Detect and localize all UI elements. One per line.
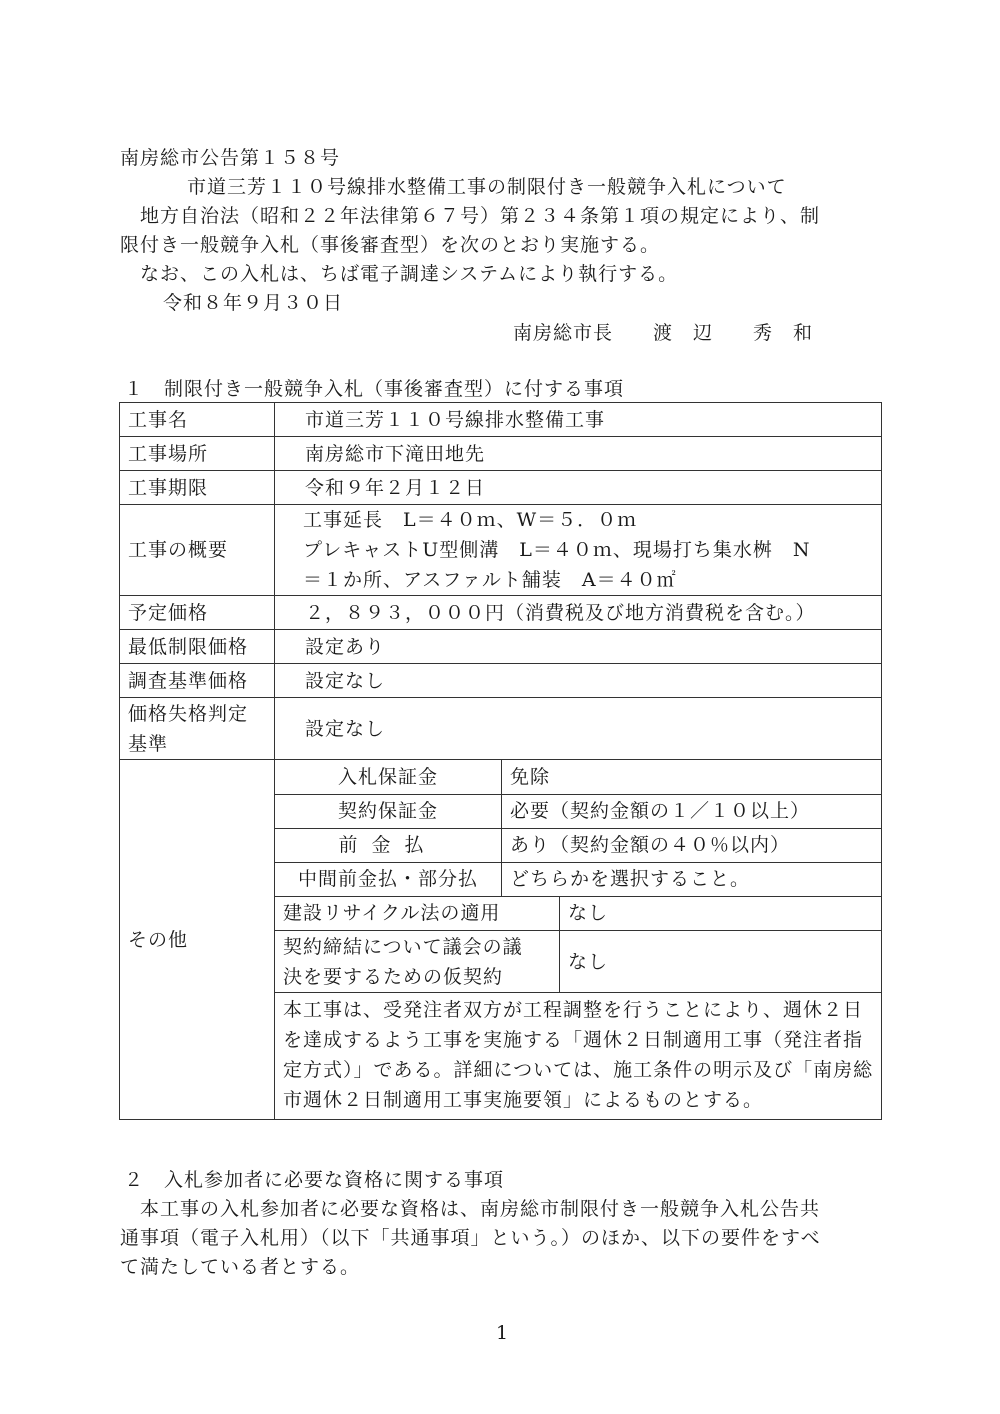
table-row bbox=[275, 828, 881, 862]
tender-details-table bbox=[119, 402, 882, 1120]
table-row bbox=[275, 897, 881, 931]
bid-bond-label: 入札保証金 bbox=[275, 760, 502, 794]
section1-heading: １ 制限付き一般競争入札（事後審査型）に付する事項 bbox=[124, 378, 625, 400]
contract-bond-value: 必要（契約金額の１／１０以上） bbox=[502, 794, 882, 828]
council-value: なし bbox=[560, 931, 882, 993]
table-row bbox=[275, 862, 881, 896]
survey-price-label: 調査基準価格 bbox=[120, 664, 275, 698]
section2-heading: ２ 入札参加者に必要な資格に関する事項 bbox=[124, 1169, 505, 1191]
disqualify-value: 設定なし bbox=[275, 698, 882, 760]
intro-line-3: なお、この入札は、ちば電子調達システムにより執行する。 bbox=[140, 263, 679, 285]
disqualify-label-line-2: 基準 bbox=[128, 732, 169, 755]
planned-price-label: 予定価格 bbox=[120, 596, 275, 630]
advance-value: あり（契約金額の４０％以内） bbox=[502, 828, 882, 862]
recycle-value: なし bbox=[560, 897, 882, 931]
table-row bbox=[275, 794, 881, 828]
table-row bbox=[120, 471, 882, 505]
council-label bbox=[275, 931, 560, 993]
work-place-label: 工事場所 bbox=[120, 437, 275, 471]
overview-value bbox=[275, 505, 882, 596]
council-label-line-2: 決を要するための仮契約 bbox=[283, 965, 504, 988]
min-price-value: 設定あり bbox=[275, 630, 882, 664]
work-name-value: 市道三芳１１０号線排水整備工事 bbox=[275, 403, 882, 437]
intro-line-2: 限付き一般競争入札（事後審査型）を次のとおり実施する。 bbox=[120, 234, 661, 256]
min-price-label: 最低制限価格 bbox=[120, 630, 275, 664]
recycle-label: 建設リサイクル法の適用 bbox=[275, 897, 560, 931]
interim-label: 中間前金払・部分払 bbox=[275, 862, 502, 896]
notice-number: 南房総市公告第１５８号 bbox=[120, 147, 341, 169]
overview-line-3: ＝１か所、アスファルト舗装 A＝４０㎡ bbox=[303, 569, 677, 591]
disqualify-label bbox=[120, 698, 275, 760]
intro-line-1: 地方自治法（昭和２２年法律第６７号）第２３４条第１項の規定により、制 bbox=[140, 205, 821, 227]
legal-terms-table bbox=[275, 897, 881, 994]
work-deadline-label: 工事期限 bbox=[120, 471, 275, 505]
section2-line-1: 本工事の入札参加者に必要な資格は、南房総市制限付き一般競争入札公告共 bbox=[140, 1198, 821, 1220]
table-row bbox=[120, 505, 882, 596]
payment-terms-table bbox=[275, 760, 881, 897]
interim-value: どちらかを選択すること。 bbox=[502, 862, 882, 896]
other-details bbox=[275, 760, 882, 1120]
table-row bbox=[120, 403, 882, 437]
table-row bbox=[275, 931, 881, 993]
table-row bbox=[120, 664, 882, 698]
bid-bond-value: 免除 bbox=[502, 760, 882, 794]
overview-label: 工事の概要 bbox=[120, 505, 275, 596]
council-label-line-1: 契約締結について議会の議 bbox=[283, 935, 523, 958]
survey-price-value: 設定なし bbox=[275, 664, 882, 698]
work-deadline-value: 令和９年２月１２日 bbox=[275, 471, 882, 505]
work-name-label: 工事名 bbox=[120, 403, 275, 437]
advance-label: 前金払 bbox=[275, 828, 502, 862]
notice-date: 令和８年９月３０日 bbox=[163, 292, 344, 314]
table-row bbox=[120, 630, 882, 664]
section2-line-3: て満たしている者とする。 bbox=[120, 1256, 361, 1278]
planned-price-value: ２，８９３，０００円（消費税及び地方消費税を含む。） bbox=[275, 596, 882, 630]
contract-bond-label: 契約保証金 bbox=[275, 794, 502, 828]
notice-title: 市道三芳１１０号線排水整備工事の制限付き一般競争入札について bbox=[187, 176, 787, 198]
work-place-value: 南房総市下滝田地先 bbox=[275, 437, 882, 471]
work-style-note: 本工事は、受発注者双方が工程調整を行うことにより、週休２日を達成するよう工事を実施する「週休２日制適用工事（発注者指定方式）」である。詳細については、施工条件の明示及び「南房総市週休２日制適用工事実施要領」によるものとする。 bbox=[283, 999, 874, 1111]
table-row bbox=[275, 760, 881, 794]
page-number: 1 bbox=[496, 1322, 510, 1344]
overview-line-1: 工事延長 L＝４０ｍ、W＝５．０ｍ bbox=[303, 509, 638, 531]
section2-line-2: 通事項（電子入札用）（以下「共通事項」という。）のほか、以下の要件をすべ bbox=[120, 1227, 821, 1249]
disqualify-label-line-1: 価格失格判定 bbox=[128, 702, 249, 725]
overview-line-2: プレキャストU型側溝 L＝４０ｍ、現場打ち集水桝 N bbox=[303, 539, 811, 561]
table-row bbox=[120, 698, 882, 760]
table-row bbox=[120, 596, 882, 630]
table-row bbox=[120, 437, 882, 471]
table-row bbox=[120, 760, 882, 1120]
signer: 南房総市長 渡 辺 秀 和 bbox=[513, 322, 814, 344]
other-label: その他 bbox=[120, 760, 275, 1120]
